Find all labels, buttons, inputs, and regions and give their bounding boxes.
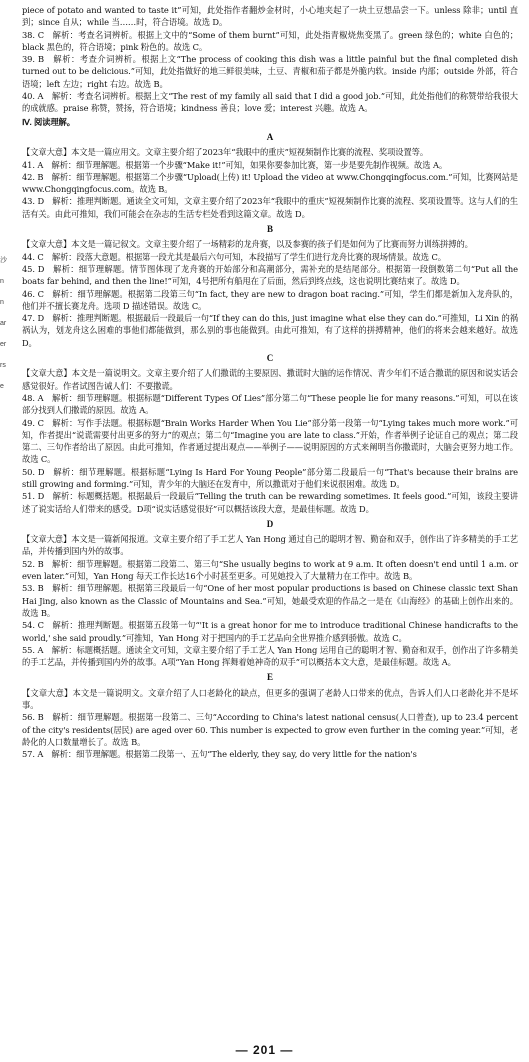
answer-item: 52. B 解析：细节理解题。根据第二段第二、第三句“She usually begins to work at 9 a.m. It often doesn't end until 1 a.m. or even later.”可知，Yan Hong 每天工作长达16个小时甚至更多。可见她投入了大量精力在工作中。故选 B。 — [22, 558, 518, 582]
passage-a — [22, 131, 518, 220]
passage-summary: 【文章大意】本文是一篇说明文。文章介绍了人口老龄化的缺点，但更多的强调了老龄人口带来的优点，告诉人们人口老龄化并不是坏事。 — [22, 687, 518, 711]
answer-item: 43. D 解析：推理判断题。通读全文可知，文章主要介绍了2023年“我眼中的重庆”短视频制作比赛的流程、奖项设置等。这与人们的生活有关。由此可推知，我们可能会在杂志的生活专栏处看到这篇文章。故选 D。 — [22, 196, 518, 219]
answer-item: 55. A 解析：标题概括题。通读全文可知，文章主要介绍了手工艺人 Yan Hong 运用自己的聪明才智、勤奋和双手，创作出了许多精美的手工艺品，并传播到国内外的故事。A项“Yan Hong 挥舞着她神奇的双手”可以概括本文大意，是最佳标题。故选 A。 — [22, 644, 518, 668]
edge-char: e — [0, 383, 4, 390]
top-answers — [22, 4, 518, 115]
answer-item: 45. D 解析：细节理解题。情节图体现了龙舟赛的开始部分和高潮部分，需补充的是结尾部分。根据第一段倒数第二句“Put all the boats far behind, and then the line!”可知，4号把所有船甩在了后面，然后到终点线，这也说明比赛结束了。故选 D。 — [22, 263, 518, 287]
passage-summary: 【文章大意】本文是一篇记叙文。文章主要介绍了一场精彩的龙舟赛，以及参赛的孩子们是如何为了比赛而努力训练拼搏的。 — [22, 239, 473, 250]
passage-summary: 【文章大意】本文是一篇新闻报道。文章主要介绍了手工艺人 Yan Hong 通过自己的聪明才智、勤奋和双手，创作出了许多精美的手工艺品，并传播到国内外的故事。 — [22, 534, 518, 557]
passage-label: D — [266, 518, 274, 529]
answer-item: 46. C 解析：细节理解题。根据第二段第三句“In fact, they are new to dragon boat racing.”可知，学生们都是新加入龙舟队的，他们并不擅长赛龙舟。选项 D 描述错误。故选 C。 — [22, 288, 518, 311]
answer-item: 51. D 解析：标题概括题。根据最后一段最后“Telling the truth can be rewarding sometimes. It feels good.”可知，该段主要讲述了说实话给人们带来的感受。D项“说实话感觉很好”可以概括该段大意，是最佳标题。故选 D。 — [22, 491, 518, 514]
edge-char: ar — [0, 320, 7, 327]
passage-label: E — [267, 672, 273, 683]
section-title: Ⅳ. 阅读理解。 — [22, 116, 75, 127]
answer-item: 42. B 解析：细节理解题。根据第二个步骤“Upload(上传) it! Upload the video at www.Chongqingfocus.com.”可知，比赛网站是 www.Chongqingfocus.com。故选 B。 — [22, 171, 518, 195]
passage-c — [22, 352, 518, 515]
answer-item: 49. C 解析：写作手法题。根据标题“Brain Works Harder When You Lie”部分第一段第一句“Lying takes much more work.”可知，作者提出“说谎需要付出更多的努力”的观点；第二句“Imagine you are late to class.”开始，作者举例子论证自己的观点；第二段第二、三句作者给出了原因。由此可推知，作者通过提出观点——举例子——说明原因的方式来阐明当你撒谎时，大脑会更努力地工作。故选 C。 — [22, 417, 518, 465]
answer-sheet — [22, 4, 518, 761]
edge-char: 沙 — [0, 257, 7, 264]
answer-item: 50. D 解析：细节理解题。根据标题“Lying Is Hard For Young People”部分第二段最后一句“That's because their brains are still growing and forming.”可知，青少年的大脑还在发育中，所以撒谎对于他们来说很困难。故选 D。 — [22, 466, 518, 489]
passage-b — [22, 223, 518, 349]
passage-e — [22, 671, 518, 760]
page-number: — 201 — — [235, 1043, 294, 1057]
answer-item: 44. C 解析：段落大意题。根据第一段尤其是最后六句可知，本段描写了学生们进行龙舟比赛的现场情景。故选 C。 — [22, 251, 446, 262]
answer-item: 57. A 解析：细节理解题。根据第二段第一、五句“The elderly, they say, do very little for the nation's — [22, 749, 417, 760]
passage-label: C — [266, 353, 274, 364]
answer-item: 47. D 解析：推理判断题。根据最后一段最后一句“If they can do this, just imagine what else they can do.”可推知，Li Xin 的祸祸认为，划龙舟这么困难的事他们都能做到，那么别的事也能做到。由此可推知，有了这样的拼搏精神，他们的将来会越来越好。故选 D。 — [22, 313, 518, 348]
passage-label: B — [267, 224, 273, 235]
passage-summary: 【文章大意】本文是一篇应用文。文章主要介绍了2023年“我眼中的重庆”短视频制作比赛的流程、奖项设置等。 — [22, 147, 429, 158]
answer-item: 38. C 解析：考查名词辨析。根据上文中的“Some of them burnt”可知，此处指青椒烧焦变黑了。green 绿色的；white 白色的；black 黑色的，符合语境；pink 粉色的。故选 C。 — [22, 29, 518, 52]
answer-item: 39. B 解析：考查介词辨析。根据上文“The process of cooking this dish was a little painful but the final completed dish turned out to be delicious.”可知，此处指做好的地三鲜很美味，土豆、青椒和茄子都是外脆内软。inside 内部；outside 外部，符合语境；left 左边；right 右边。故选 B。 — [22, 54, 518, 89]
answer-item: 53. B 解析：细节理解题。根据第三段最后一句“One of her most popular productions is based on Chinese classic text Shan Hai Jing, also known as the Classic of Mountains and Sea.”可知，她最受欢迎的作品之一是在《山海经》的基础上创作出来的。故选 B。 — [22, 583, 518, 618]
answer-item: 40. A 解析：考查名词辨析。根据上文“The rest of my family all said that I did a good job.”可知，此处指他们的称赞带给我很大的成就感。praise 称赞，赞扬，符合语境；kindness 善良；love 爱；interest 兴趣。故选 A。 — [22, 91, 518, 114]
passage-label: A — [266, 131, 274, 142]
edge-char: er — [0, 341, 7, 348]
edge-char: n — [0, 278, 4, 285]
edge-char: n — [0, 299, 4, 306]
answer-item: 56. B 解析：细节理解题。根据第一段第二、三句“According to China's latest national census(人口普查), up to 23.4 percent of the city's residents(居民) are aged over 60. This number is expected to grow even further in the coming year.”可知，老龄化的人口数量增长了。故选 B。 — [22, 712, 518, 747]
passage-d — [22, 518, 518, 669]
answer-item: 54. C 解析：推理判断题。根据第五段第一句“'It is a great honor for me to introduce traditional Chinese handicrafts to the world,' she said proudly.”可推知，Yan Hong 对于把国内的手工艺品向全世界推介感到骄傲。故选 C。 — [22, 620, 518, 643]
edge-char: rs — [0, 362, 6, 369]
answer-item: 41. A 解析：细节理解题。根据第一个步骤“Make it!”可知，如果你要参加比赛，第一步是要先制作视频。故选 A。 — [22, 159, 448, 170]
left-margin-edge-text — [0, 250, 12, 397]
passage-summary: 【文章大意】本文是一篇说明文。文章主要介绍了人们撒谎的主要原因、撒谎时大脑的运作情况、青少年们不适合撒谎的原因和说实话会感觉很好。作者试图告诫人们：不要撒谎。 — [22, 368, 518, 391]
answer-item: 48. A 解析：细节理解题。根据标题“Different Types Of Lies”部分第二句“These people lie for many reasons.”可知，可以在该部分找到人们撒谎的原因。故选 A。 — [22, 392, 518, 416]
answer-item: piece of potato and wanted to taste it”可知，此处指作者翻炒金材时，小心地夹起了一块土豆想品尝一下。unless 除非；until 直到；since 自从；while 当……时，符合语境。故选 D。 — [22, 5, 518, 28]
